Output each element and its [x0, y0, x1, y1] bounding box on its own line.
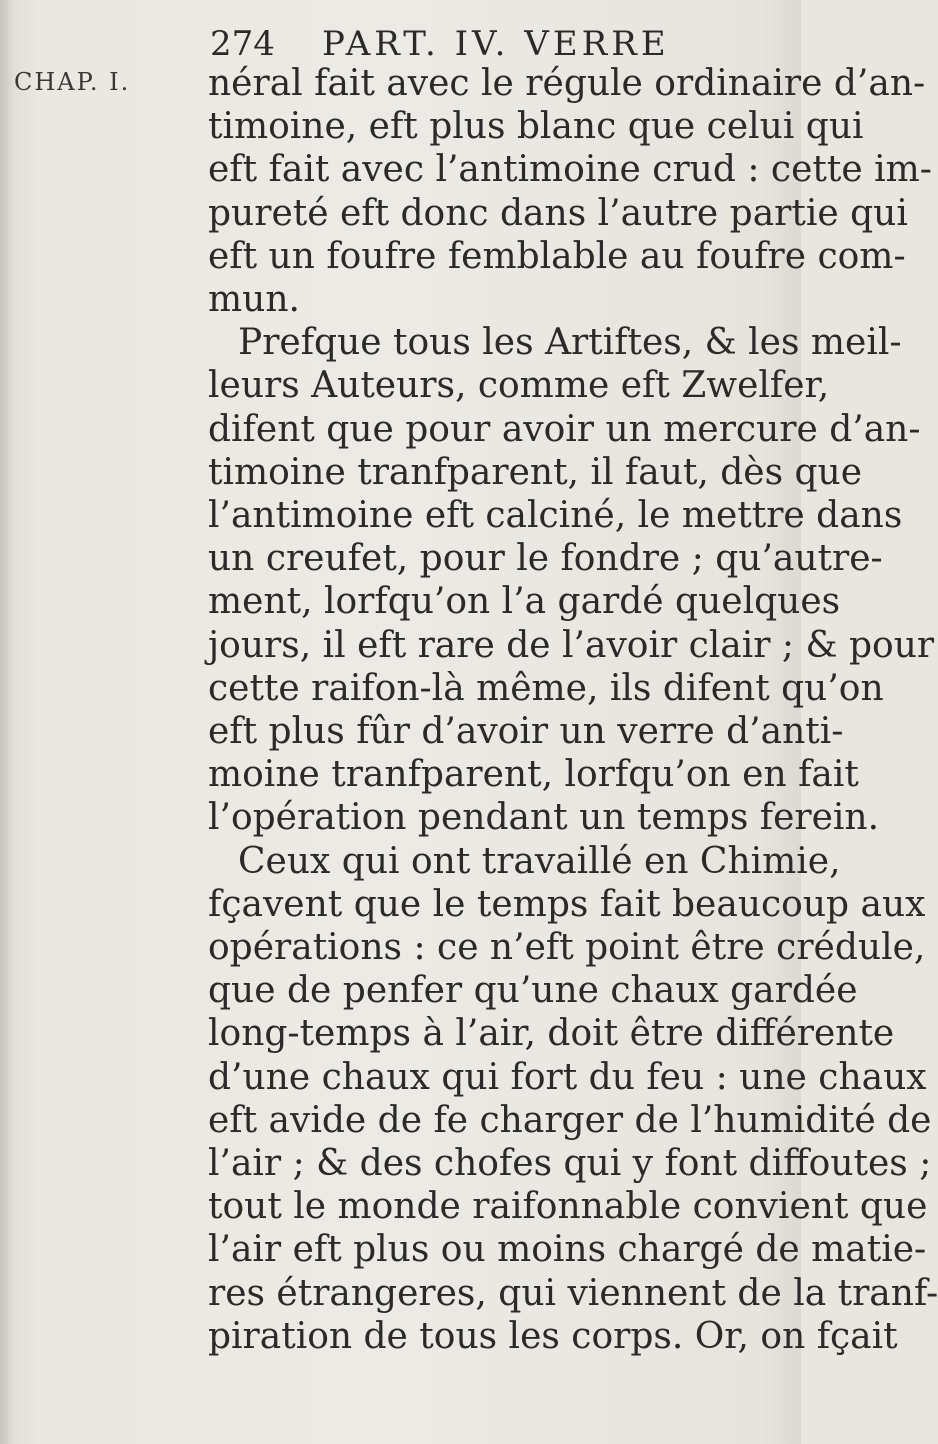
running-head: PART. IV. VERRE — [322, 24, 670, 64]
text-line: que de penfer qu’une chaux gardée — [208, 970, 858, 1012]
text-line: opérations : ce n’eft point être crédule, — [208, 927, 926, 969]
text-line: eft avide de fe charger de l’humidité de — [208, 1099, 932, 1141]
text-line: cette raifon-là même, ils difent qu’on — [208, 667, 884, 709]
text-line: eft fait avec l’antimoine crud : cette im- — [208, 149, 932, 191]
text-line: un creufet, pour le fondre ; qu’autre- — [208, 538, 883, 580]
text-line: néral fait avec le régule ordinaire d’an- — [208, 63, 926, 104]
text-line: jours, il eft rare de l’avoir clair ; & pour — [208, 624, 935, 666]
text-line: mun. — [208, 279, 300, 321]
text-line: d’une chaux qui fort du feu : une chaux — [208, 1056, 927, 1098]
text-line: fçavent que le temps fait beaucoup aux — [208, 883, 926, 925]
page-header — [210, 20, 770, 66]
text-line: tout le monde raifonnable convient que — [208, 1186, 928, 1228]
text-line: ment, lorfqu’on l’a gardé quelques — [208, 581, 841, 623]
text-line: l’opération pendant un temps ferein. — [208, 797, 880, 839]
text-line: l’air ; & des chofes qui y font diffoutes ; — [208, 1143, 932, 1185]
text-line: leurs Auteurs, comme eft Zwelfer, — [208, 365, 830, 407]
text-line: pureté eft donc dans l’autre partie qui — [208, 192, 908, 234]
text-line: l’antimoine eft calciné, le mettre dans — [208, 495, 903, 537]
paragraph-start-line: Ceux qui ont travaillé en Chimie, — [238, 840, 841, 882]
text-line: difent que pour avoir un mercure d’an- — [208, 408, 921, 450]
text-line: piration de tous les corps. Or, on fçait — [208, 1315, 898, 1357]
text-line: eft un foufre femblable au foufre com- — [208, 235, 906, 277]
text-line: moine tranfparent, lorfqu’on en fait — [208, 754, 859, 796]
text-line: timoine tranfparent, il faut, dès que — [208, 451, 863, 493]
text-line: res étrangeres, qui viennent de la tranf- — [208, 1272, 938, 1314]
text-line: timoine, eft plus blanc que celui qui — [208, 106, 864, 148]
gutter-shadow — [0, 0, 14, 1444]
body-text — [208, 62, 938, 1358]
text-line: long-temps à l’air, doit être différente — [208, 1013, 895, 1055]
text-line: eft plus fûr d’avoir un verre d’anti- — [208, 711, 844, 753]
text-line: l’air eft plus ou moins chargé de matie- — [208, 1229, 927, 1271]
page-number: 274 — [210, 24, 275, 64]
paragraph-start-line: Prefque tous les Artiftes, & les meil- — [238, 322, 902, 364]
margin-note: CHAP. I. — [14, 68, 131, 96]
